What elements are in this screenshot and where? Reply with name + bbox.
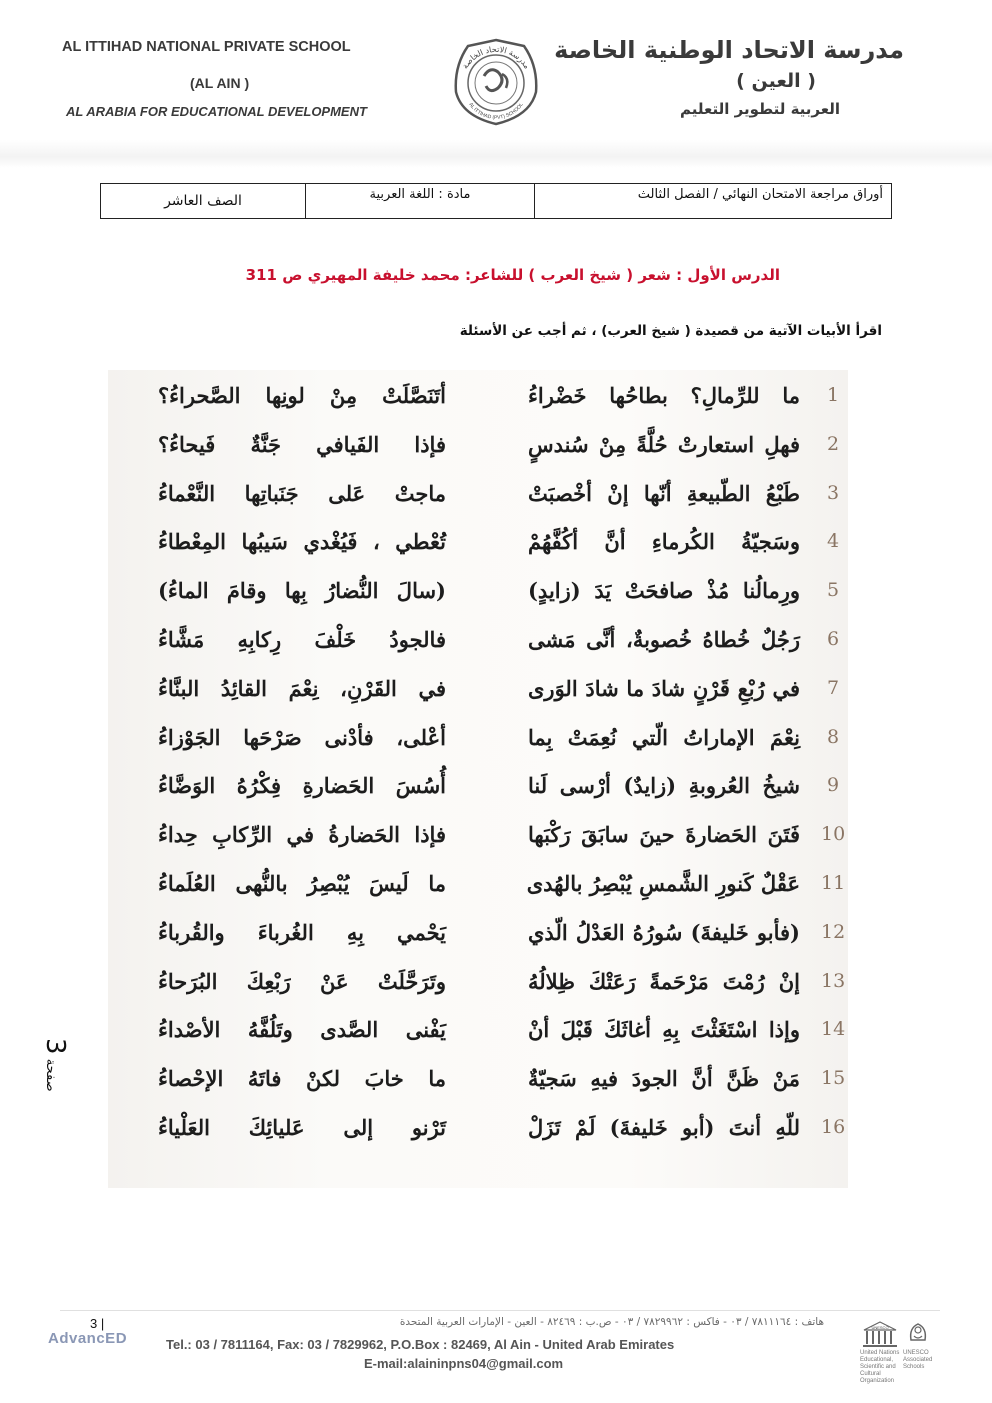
verse-row bbox=[108, 1014, 848, 1063]
verse-number: 1 bbox=[826, 384, 840, 406]
verse-number: 8 bbox=[826, 725, 840, 748]
side-page-word: صفحة bbox=[43, 1058, 58, 1092]
verse-first-hemistich: فهلِ استعارتْ حُلَّةً مِنْ سُندسٍ bbox=[528, 431, 800, 457]
verse-number: 16 bbox=[821, 1116, 846, 1138]
footer-contact-en: Tel.: 03 / 7811164, Fax: 03 / 7829962, P.O.Box : 82469, Al Ain - United Arab Emirates bbox=[166, 1337, 675, 1352]
instruction-text: اقرأ الأبيات الآتية من قصيدة ( شيخ العرب) ، ثم أجب عن الأسئلة bbox=[459, 323, 882, 339]
verse-number: 11 bbox=[821, 872, 846, 894]
verse-first-hemistich: إنْ رُمْتَ مَرْحَمةً رَعَتْكَ ظِلالُهُ bbox=[528, 968, 800, 994]
verse-row bbox=[108, 868, 848, 917]
verse-second-hemistich: ما لَيسَ يُبْصِرُ بالنُّهى العُلَماءُ bbox=[158, 871, 446, 896]
verse-second-hemistich: تَرْنو إلى عَليائِكَ العَلْياءُ bbox=[158, 1115, 446, 1140]
verse-number: 3 bbox=[826, 481, 840, 504]
verse-number: 7 bbox=[826, 676, 840, 699]
school-name-ar: مدرسة الاتحاد الوطنية الخاصة bbox=[554, 36, 904, 64]
verse-second-hemistich: فإذا الحَضارةُ في الرِّكابِ حِداءُ bbox=[158, 822, 446, 848]
unesco-caption: United Nations Educational, Scientific and Cultural Organization bbox=[860, 1350, 900, 1384]
verse-first-hemistich: نِعْمَ الإماراتُ الّتي نُعِمَتْ بِما bbox=[528, 724, 800, 750]
verse-row bbox=[108, 1112, 848, 1161]
verse-number: 9 bbox=[826, 774, 840, 797]
verse-second-hemistich: (سالَ النُّضارُ بِها وقامَ الماءُ) bbox=[158, 578, 446, 604]
verse-second-hemistich: أعْلى، فأدْنى صَرْحَها الجَوْزاءُ bbox=[158, 724, 446, 750]
exam-title-cell: أوراق مراجعة الامتحان النهائي / الفصل الثالث bbox=[535, 184, 892, 219]
school-group-ar: العربية لتطوير التعليم bbox=[680, 100, 840, 118]
lesson-title: الدرس الأول : شعر ( شيخ العرب ) للشاعر: محمد خليفة المهيري ص 311 bbox=[245, 266, 780, 284]
verse-number: 4 bbox=[826, 530, 840, 553]
verse-first-hemistich: فَتَنَ الحَضارةَ حينَ سابَقَ رَكْبَها bbox=[528, 822, 800, 848]
verse-second-hemistich: يَحْمي بِهِ الغُرباءَ والقُرباءُ bbox=[158, 919, 446, 945]
verse-number: 2 bbox=[826, 432, 840, 455]
verse-row bbox=[108, 819, 848, 868]
verse-row bbox=[108, 917, 848, 966]
school-location-en: (AL AIN ) bbox=[190, 75, 250, 91]
unesco-temple-icon bbox=[860, 1320, 900, 1350]
verse-number: 6 bbox=[826, 628, 840, 650]
page-number: 3 | bbox=[90, 1316, 105, 1331]
footer-contact-ar: هاتف : ٧٨١١١٦٤ / ٠٣ - فاكس : ٧٨٢٩٩٦٢ / ٠٣ - ص.ب : ٨٢٤٦٩ - العين - الإمارات العربية المتحدة bbox=[399, 1316, 824, 1328]
verse-second-hemistich: أُسُسَ الحَضارةِ فِكْرُهُ الوَضَّاءُ bbox=[158, 773, 446, 799]
verse-second-hemistich: وتَرَحَّلَتْ عَنْ رَبْعِكَ البُرَحاءُ bbox=[158, 968, 446, 994]
verse-row bbox=[108, 478, 848, 527]
verse-row bbox=[108, 575, 848, 624]
verse-first-hemistich: في رُبْعِ قَرْنٍ شادَ ما شادَ الوَرى bbox=[528, 675, 800, 701]
exam-info-table bbox=[100, 183, 892, 219]
verse-row bbox=[108, 1063, 848, 1112]
verse-first-hemistich: طَبْعُ الطّبيعةِ أنّها إنْ أخْصبَتْ bbox=[528, 480, 800, 506]
verse-row bbox=[108, 770, 848, 819]
verse-second-hemistich: تُعْطي ، فَيُغْدي سَيبُها المِعْطاءُ bbox=[158, 529, 446, 555]
advanced-logo: AdvancED bbox=[48, 1330, 128, 1347]
verse-number: 14 bbox=[821, 1018, 846, 1041]
verse-number: 5 bbox=[826, 579, 840, 602]
verse-row bbox=[108, 429, 848, 478]
side-page-label bbox=[40, 1038, 72, 1092]
school-location-ar: ( العين ) bbox=[736, 70, 816, 92]
verse-second-hemistich: فالجودُ خَلْفَ رِكابِهِ مَشَّاءُ bbox=[158, 627, 446, 652]
logo-arabic-text: مدرسة الاتحاد الخاصة bbox=[460, 44, 532, 71]
verse-second-hemistich: فإذا الفَيافي جَنَّةٌ فَيحاءُ؟ bbox=[158, 431, 446, 457]
unesco-label: UNESCO bbox=[871, 1325, 889, 1330]
verse-row bbox=[108, 722, 848, 771]
verse-first-hemistich: وإذا اسْتَغَثْتَ بِهِ أغاثَكَ قَبْلَ أنْ bbox=[528, 1017, 800, 1043]
grade-cell: الصف العاشر bbox=[101, 184, 306, 219]
verse-first-hemistich: (فأبو خَليفةَ) سُورُهُ العَدْلُ الّذي bbox=[528, 919, 800, 945]
poem-panel bbox=[108, 370, 848, 1188]
school-group-en: AL ARABIA FOR EDUCATIONAL DEVELOPMENT bbox=[66, 104, 367, 119]
verse-first-hemistich: شيخُ العُروبةِ (زايدٌ) أرْسى لَنا bbox=[528, 773, 800, 799]
verse-first-hemistich: وسَجيّةُ الكُرماءِ أنَّ أكُفَّهُمْ bbox=[528, 529, 800, 555]
verse-first-hemistich: للّهِ أنتَ (أبو خَليفةَ) لَمْ تَزَلْ bbox=[528, 1115, 800, 1140]
side-page-number: 3 bbox=[40, 1038, 70, 1055]
verse-row bbox=[108, 624, 848, 673]
verse-row bbox=[108, 966, 848, 1015]
verse-second-hemistich: ماجتْ عَلى جَنَباتِها النَّعْماءُ bbox=[158, 480, 446, 506]
verse-first-hemistich: ما للرِّمالِ؟ بطاحُها خَضْراءُ bbox=[528, 383, 800, 408]
verse-number: 15 bbox=[821, 1067, 846, 1090]
footer-divider bbox=[60, 1310, 940, 1311]
verse-first-hemistich: مَنْ ظَنَّ أنَّ الجودَ فيهِ سَجيّةٌ bbox=[528, 1066, 800, 1092]
verse-second-hemistich: في القَرْنِ، نِعْمَ القائِدُ البنَّاءُ bbox=[158, 675, 446, 701]
subject-cell: مادة : اللغة العربية bbox=[306, 184, 535, 219]
associated-schools-icon bbox=[905, 1318, 931, 1348]
verse-number: 12 bbox=[821, 920, 846, 943]
verse-row bbox=[108, 380, 848, 429]
verse-second-hemistich: ما خابَ لكنْ فاتَهُ الإحْصاءُ bbox=[158, 1066, 446, 1092]
verse-second-hemistich: يَفْنى الصَّدى وتَلُفَّهُ الأصْداءُ bbox=[158, 1017, 446, 1043]
verse-row bbox=[108, 673, 848, 722]
verse-first-hemistich: عَقْلٌ كَنورِ الشَّمسِ يُبْصِرُ بالهُدى bbox=[526, 871, 800, 896]
school-name-en: AL ITTIHAD NATIONAL PRIVATE SCHOOL bbox=[62, 39, 351, 55]
school-logo-icon bbox=[446, 36, 546, 128]
verse-first-hemistich: ورِمالُنا مُذْ صافحَتْ يَدَ (زايدٍ) bbox=[528, 578, 800, 604]
verse-second-hemistich: أتَنَصَّلَتْ مِنْ لونِها الصَّحراءُ؟ bbox=[158, 383, 446, 408]
associated-schools-caption: UNESCO Associated Schools bbox=[903, 1350, 933, 1370]
header-divider bbox=[0, 140, 992, 168]
footer-email: E-mail:alaininpns04@gmail.com bbox=[364, 1356, 564, 1371]
verse-first-hemistich: رَجُلٌ خُطاهُ خُصوبةٌ، أنَّى مَشى bbox=[528, 627, 800, 652]
verse-number: 13 bbox=[821, 969, 846, 992]
verse-row bbox=[108, 526, 848, 575]
verse-number: 10 bbox=[821, 823, 846, 846]
logo-english-text: AL ITTIHAD (PVT) SCHOOL bbox=[467, 101, 525, 121]
